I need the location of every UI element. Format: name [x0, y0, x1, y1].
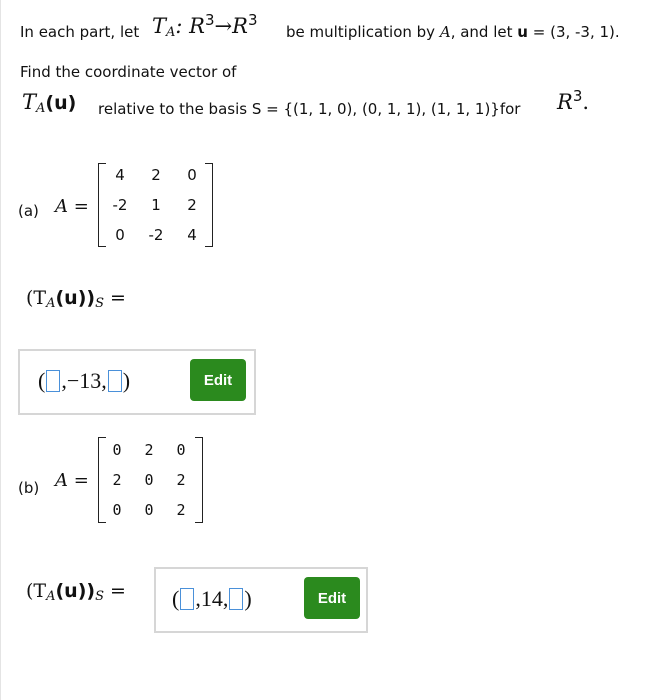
instruction-t: T	[22, 90, 37, 114]
intro-a-var: A	[439, 23, 451, 41]
instruction-r-exp: 3	[572, 87, 583, 105]
intro-u-bold: u	[517, 23, 528, 41]
part-a-label: (a)	[18, 202, 39, 220]
part-a-edit-button[interactable]: Edit	[190, 359, 246, 401]
instruction-r: R	[557, 90, 573, 114]
intro-and-let: , and let	[450, 23, 513, 41]
intro-t: T	[152, 14, 167, 38]
page-left-border	[0, 0, 1, 700]
answer-close: )	[244, 586, 252, 611]
intro-t-sub: A	[166, 25, 176, 40]
part-a-a-eq: A =	[55, 196, 89, 217]
intro-rest	[286, 23, 620, 41]
matrix-cell: 0	[144, 471, 154, 489]
matrix-cell: 0	[112, 501, 122, 519]
result-u: (u))	[55, 580, 96, 602]
matrix-cell: 2	[144, 441, 154, 459]
instruction-line: Find the coordinate vector of	[20, 63, 237, 81]
matrix-cell: 2	[187, 196, 197, 214]
instruction-u-paren: (u)	[45, 92, 77, 114]
intro-domain: : R	[175, 14, 205, 38]
matrix-cell: 0	[115, 226, 125, 244]
result-sub: A	[46, 296, 56, 311]
matrix-cell: 2	[176, 471, 186, 489]
intro-transform	[152, 11, 258, 40]
matrix-cell: 0	[144, 501, 154, 519]
matrix-cell: 0	[187, 166, 197, 184]
answer-middle: ,14,	[195, 586, 229, 611]
matrix-cell: -2	[112, 196, 128, 214]
instruction-transform	[22, 90, 76, 114]
intro-codomain: →R	[214, 14, 248, 38]
intro-exp1: 3	[204, 11, 215, 29]
answer-open: (	[38, 368, 46, 393]
result-u: (u))	[55, 287, 96, 309]
answer-blank-1[interactable]	[180, 588, 194, 610]
result-s: S	[95, 589, 104, 604]
answer-middle: ,−13,	[61, 368, 107, 393]
matrix-cell: 4	[187, 226, 197, 244]
intro-exp2: 3	[247, 11, 258, 29]
part-b-result-label	[26, 580, 126, 602]
part-a-answer	[38, 366, 130, 396]
intro-u-value: = (3, -3, 1).	[532, 23, 620, 41]
result-t: (T	[26, 580, 47, 602]
intro-prefix: In each part, let	[20, 23, 140, 41]
part-b-a-eq: A =	[55, 470, 89, 491]
answer-blank-3[interactable]	[229, 588, 243, 610]
matrix-cell: 2	[151, 166, 161, 184]
matrix-cell: 0	[176, 441, 186, 459]
result-eq: =	[110, 580, 126, 602]
result-sub: A	[46, 589, 56, 604]
matrix-cell: 2	[112, 471, 122, 489]
answer-close: )	[122, 368, 131, 393]
matrix-cell: -2	[148, 226, 164, 244]
answer-open: (	[172, 586, 180, 611]
matrix-cell: 4	[115, 166, 125, 184]
part-a-result-label	[26, 287, 126, 309]
instruction-period: .	[582, 90, 590, 114]
part-a-matrix	[102, 160, 210, 250]
instruction-t-sub: A	[36, 101, 46, 116]
result-s: S	[95, 296, 104, 311]
intro-mid-text: be multiplication by	[286, 23, 436, 41]
matrix-cell: 0	[112, 441, 122, 459]
instruction-relative: relative to the basis S = {(1, 1, 0), (0, 1, 1), (1, 1, 1)}for	[98, 100, 521, 118]
answer-blank-1[interactable]	[46, 370, 60, 392]
instruction-r3	[557, 87, 590, 114]
answer-blank-3[interactable]	[108, 370, 122, 392]
result-eq: =	[110, 287, 126, 309]
part-b-answer	[172, 584, 252, 614]
part-b-matrix	[101, 435, 197, 525]
part-b-edit-button[interactable]: Edit	[304, 577, 360, 619]
matrix-cell: 2	[176, 501, 186, 519]
result-t: (T	[26, 287, 47, 309]
part-b-label: (b)	[18, 479, 40, 497]
matrix-cell: 1	[151, 196, 161, 214]
